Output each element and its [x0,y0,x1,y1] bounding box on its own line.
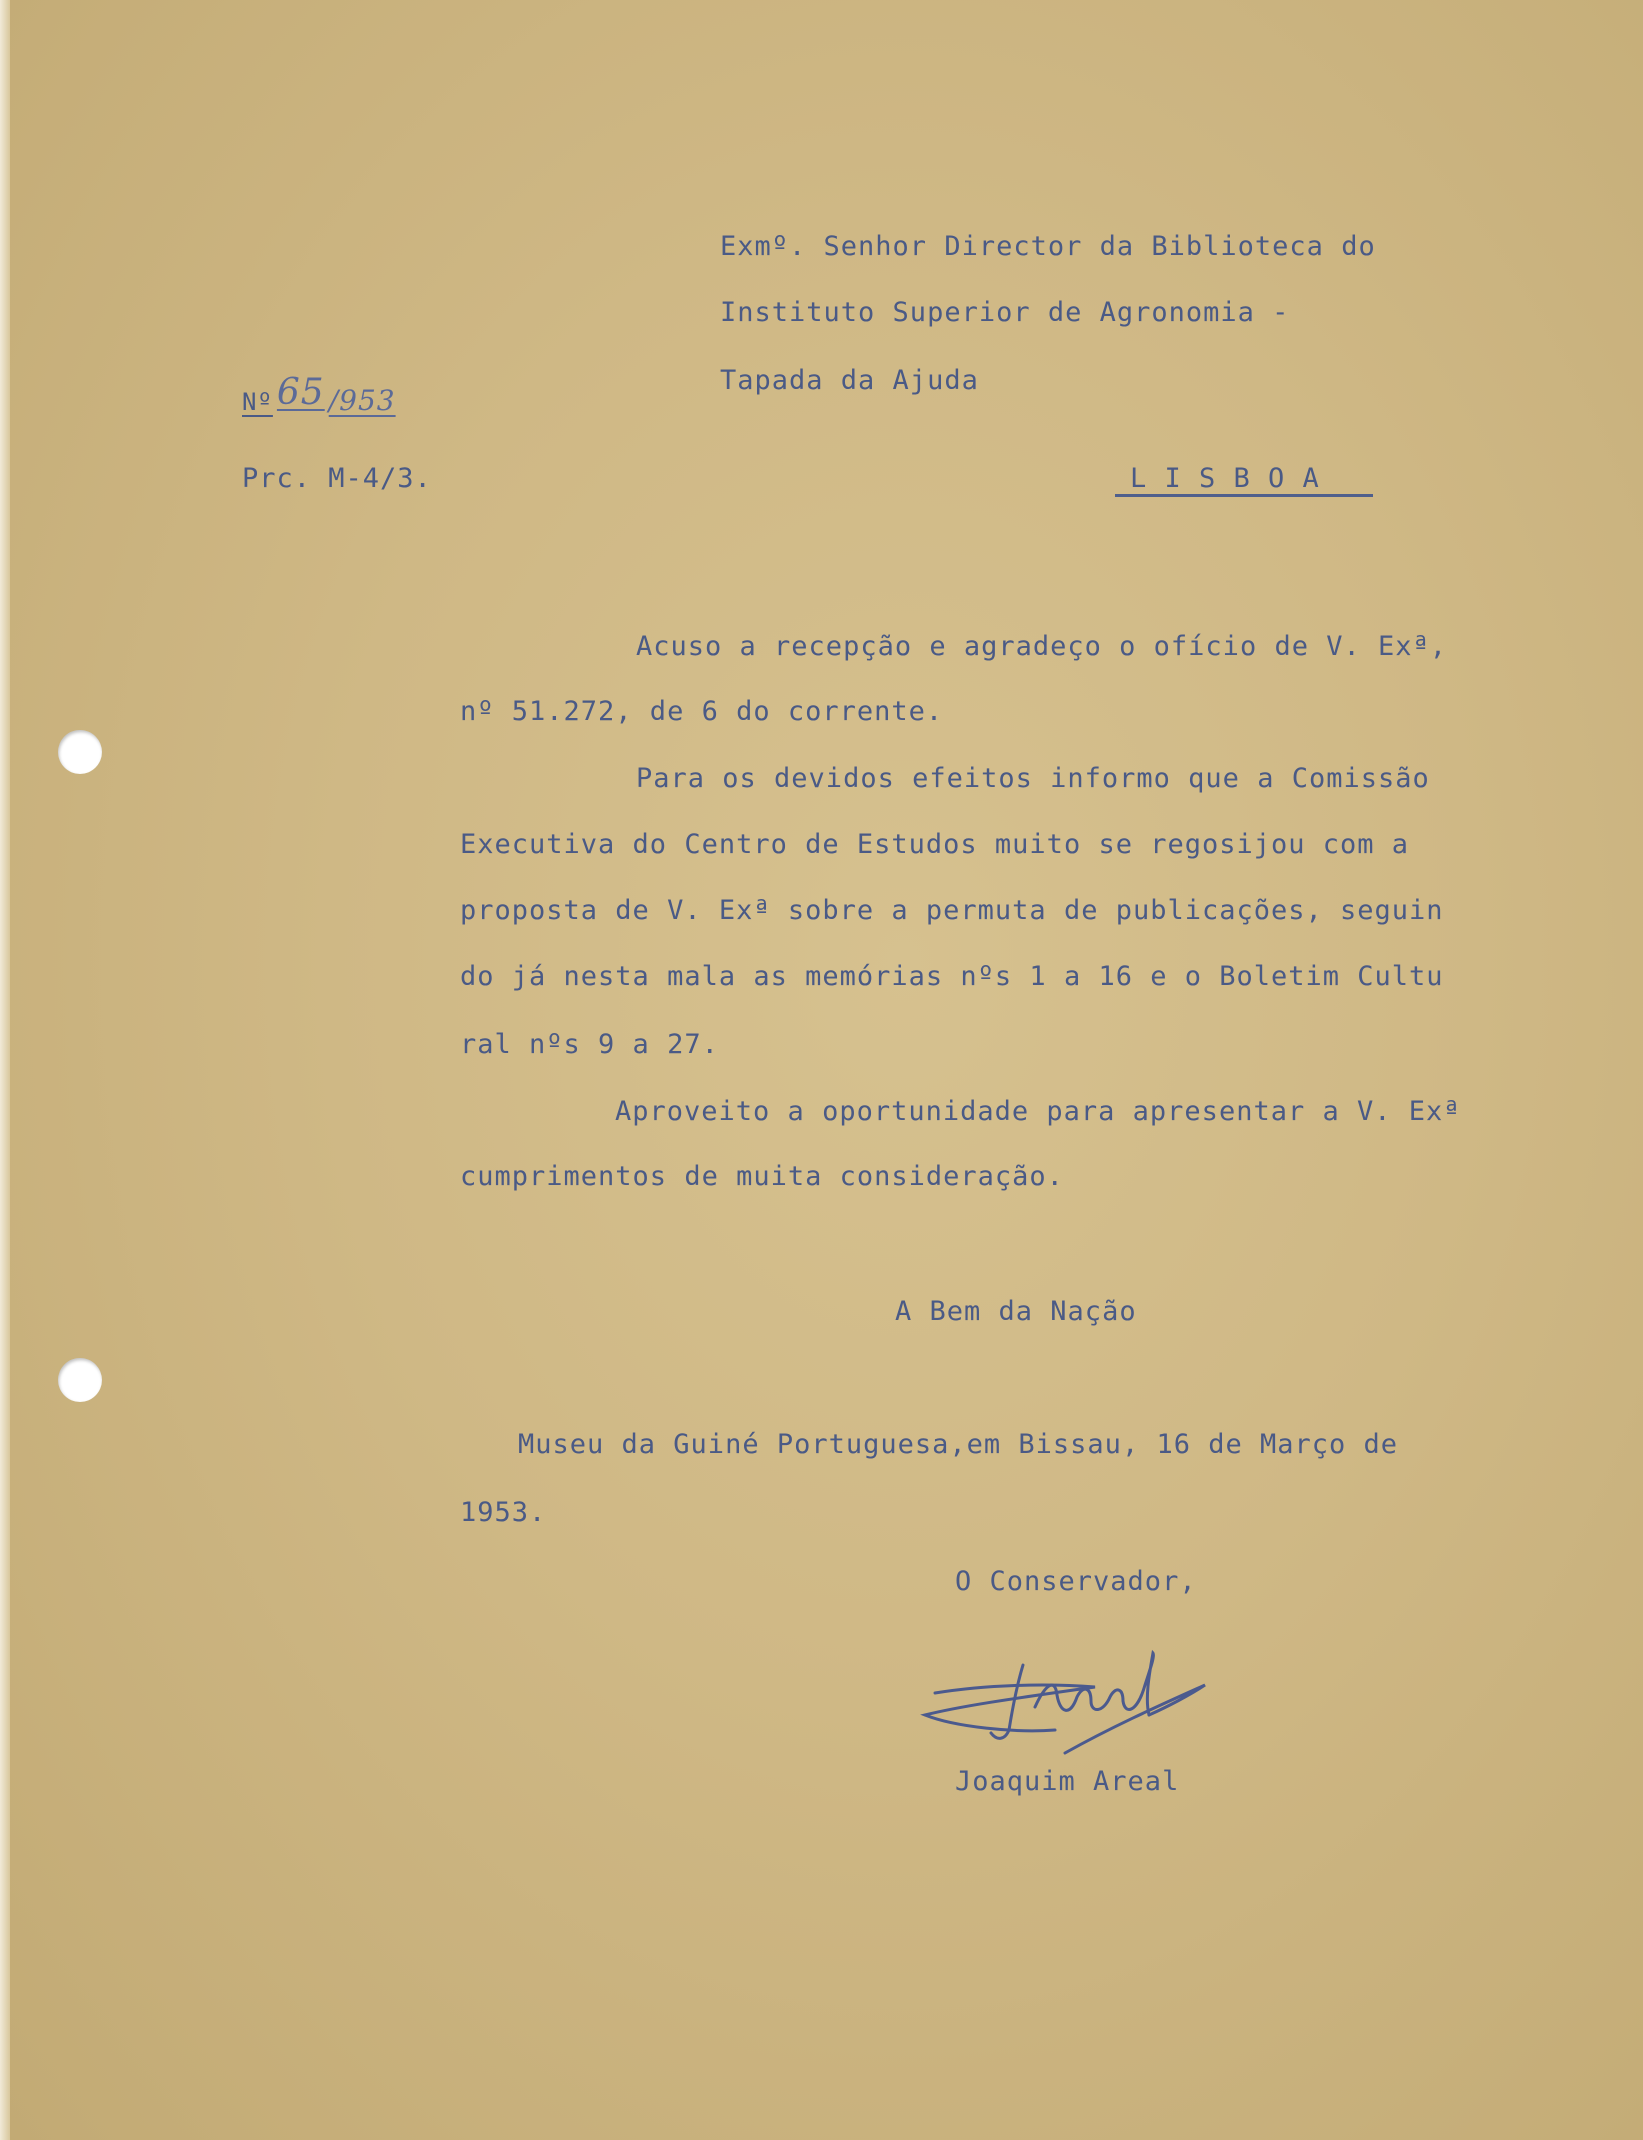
punch-hole-bottom [58,1358,102,1402]
reference-number [242,372,396,419]
body-p2-line2: Executiva do Centro de Estudos muito se regosijou com a [460,829,1410,860]
signatory-name: Joaquim Areal [955,1766,1180,1797]
process-reference: Prc. M-4/3. [242,463,432,494]
addressee-line-1: Exmº. Senhor Director da Biblioteca do [720,231,1376,262]
city: L I S B O A [1130,463,1320,494]
addressee-line-3: Tapada da Ajuda [720,365,979,396]
signatory-role: O Conservador, [955,1566,1197,1597]
body-p2-line1: Para os devidos efeitos informo que a Comissão [636,763,1430,794]
body-p2-line3: proposta de V. Exª sobre a permuta de publicações, seguin [460,895,1444,926]
body-p2-line5: ral nºs 9 a 27. [460,1029,719,1060]
place-date-line1: Museu da Guiné Portuguesa,em Bissau, 16 de Março de [518,1429,1399,1460]
reference-prefix: Nº [242,388,273,416]
body-p1-line2: nº 51.272, de 6 do corrente. [460,696,944,727]
body-p1-line1: Acuso a recepção e agradeço o ofício de V. Exª, [636,631,1448,662]
signature [905,1635,1235,1760]
punch-hole-top [58,730,102,774]
body-p2-line4: do já nesta mala as memórias nºs 1 a 16 e o Boletim Cultu [460,961,1444,992]
closing-motto: A Bem da Nação [895,1296,1137,1327]
place-date-line2: 1953. [460,1497,547,1528]
reference-year: /953 [328,384,396,417]
body-p3-line1: Aproveito a oportunidade para apresentar a V. Exª [615,1096,1461,1127]
addressee-line-2: Instituto Superior de Agronomia - [720,297,1290,328]
reference-handwritten-number: 65 [276,372,325,413]
body-p3-line2: cumprimentos de muita consideração. [460,1161,1064,1192]
city-underline [1115,494,1373,497]
